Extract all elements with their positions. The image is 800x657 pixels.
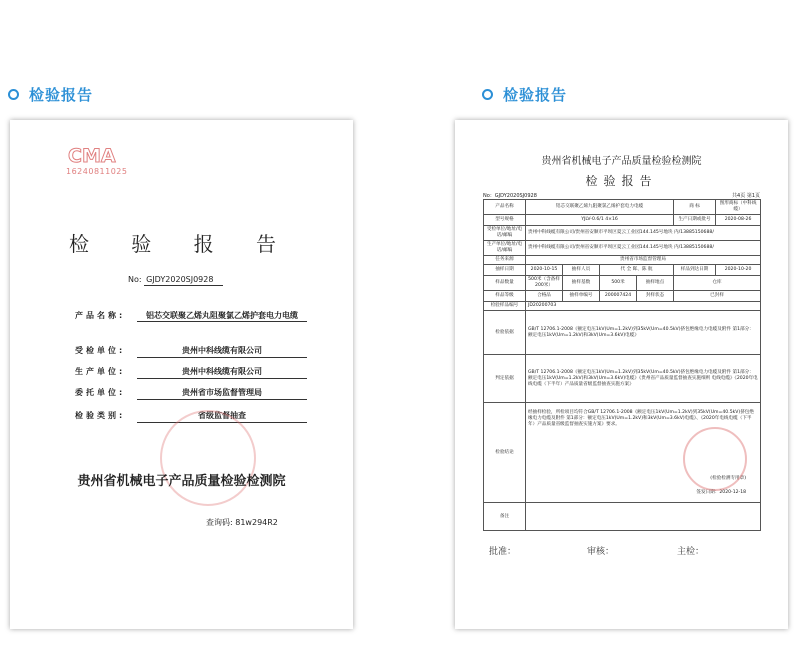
table-cell: 样品数量 bbox=[484, 276, 526, 291]
query-code-label: 查询码: bbox=[206, 518, 233, 527]
report-number-label: No: bbox=[128, 275, 142, 284]
table-cell: 封样状态 bbox=[637, 291, 674, 302]
table-cell: 贵州省市场监督管理局 bbox=[526, 256, 761, 265]
signature-approve: 批准： bbox=[489, 547, 517, 557]
field-value: 贵州中科线缆有限公司 bbox=[137, 366, 307, 379]
table-cell: 型号规格 bbox=[484, 215, 526, 226]
report-no: No：GJDY2020SJ0928 bbox=[483, 193, 537, 199]
red-seal-stamp bbox=[683, 427, 747, 491]
report-number-value: GJDY2020SJ0928 bbox=[144, 275, 223, 286]
field-label: 产品名称: bbox=[75, 311, 126, 320]
report-cover-page bbox=[10, 120, 353, 629]
field-value: 贵州省市场监督管理局 bbox=[137, 387, 307, 400]
report-page-info: 共4页 第1页 bbox=[732, 193, 760, 199]
table-cell: 检验结论 bbox=[484, 403, 526, 503]
table-cell: 200007424 bbox=[600, 291, 637, 302]
cma-logo bbox=[66, 144, 128, 176]
table-cell: 图形商标（中科线缆） bbox=[716, 200, 761, 215]
table-cell: 任务来源 bbox=[484, 256, 526, 265]
field-value: 铝芯交联聚乙烯丸阻聚氯乙烯护套电力电缆 bbox=[137, 310, 307, 322]
issue-date: 签发日期：2020-12-18 bbox=[696, 490, 747, 495]
table-cell: 500米 bbox=[600, 276, 637, 291]
field-client bbox=[75, 387, 262, 398]
report-institute: 贵州省机械电子产品质量检验检测院 bbox=[541, 156, 702, 167]
cma-number: 16240811025 bbox=[66, 167, 128, 176]
right-section-header bbox=[482, 84, 567, 105]
svg-text:CMA: CMA bbox=[68, 145, 116, 166]
field-producer bbox=[75, 366, 262, 377]
table-cell: 受检单位/地址/电话/邮编 bbox=[484, 226, 526, 241]
field-category bbox=[75, 410, 246, 421]
seal-caption: (检验检测专用章) bbox=[710, 476, 747, 481]
table-cell: 检验样品编号 bbox=[484, 302, 526, 311]
field-label: 委托单位: bbox=[75, 388, 126, 397]
right-section-title: 检验报告 bbox=[503, 86, 568, 104]
table-cell: 抽样单编号 bbox=[563, 291, 600, 302]
table-cell: 2020-10-15 bbox=[526, 265, 563, 276]
table-cell: 2020-08-26 bbox=[716, 215, 761, 226]
table-cell: 500米（含备样200米） bbox=[526, 276, 563, 291]
table-cell: 样品到达日期 bbox=[674, 265, 716, 276]
table-cell: 产品名称 bbox=[484, 200, 526, 215]
red-seal-stamp bbox=[160, 410, 256, 506]
cover-institute: 贵州省机械电子产品质量检验检测院 bbox=[77, 474, 286, 489]
field-value: 省级监督抽查 bbox=[137, 410, 307, 423]
field-product bbox=[75, 310, 298, 321]
table-cell: 铝芯交联聚乙烯九阻聚氯乙烯护套电力电缆 bbox=[526, 200, 674, 215]
query-code bbox=[206, 517, 278, 528]
table-cell: GB/T 12706.1-2008《额定电压1kV(Um=1.2kV)到35kV(Um=40.5kV)挤包绝缘电力电缆及附件 第1部分：额定电压1kV(Um=1.2kV)和3kV(Um=3.6kV)电缆》《贵州省产品质量监督抽查实施细则 电线电缆》《2020年电线电缆（下半年）产品质量省级监督抽查实施方案》 bbox=[526, 355, 761, 403]
table-cell: 检验依据 bbox=[484, 311, 526, 355]
table-cell: JD20200703 bbox=[526, 302, 761, 311]
left-section-title: 检验报告 bbox=[29, 86, 94, 104]
table-cell bbox=[526, 503, 761, 531]
table-cell: 生产单位/地址/电话/邮编 bbox=[484, 241, 526, 256]
table-cell: 2020-10-20 bbox=[716, 265, 761, 276]
field-label: 生产单位: bbox=[75, 367, 126, 376]
field-inspected-unit bbox=[75, 345, 262, 356]
table-cell: 贵州中科线缆有限公司/贵州省安顺市平坝区夏云工业园144.145号地块 内/13885150688/ bbox=[526, 226, 761, 241]
cover-title: 检 验 报 告 bbox=[68, 232, 295, 256]
conclusion-text: 经抽样检验，所检项目均符合GB/T 12706.1-2008《额定电压1kV(Um=1.2kV)到35kV(Um=40.5kV)挤包绝缘电力电缆及附件 第1部分：额定电压1kV(Um=1.2kV)和3kV(Um=3.6kV)电缆》、《2020年电线电缆（下半年）产品质量省级监督抽查实施方案》要求。 bbox=[528, 410, 754, 427]
field-value: 贵州中科线缆有限公司 bbox=[137, 345, 307, 358]
table-cell: 抽样地点 bbox=[637, 276, 674, 291]
table-cell: 备注 bbox=[484, 503, 526, 531]
table-cell: 仓库 bbox=[674, 276, 761, 291]
signature-review: 审核： bbox=[587, 547, 615, 557]
query-code-value: 81w294R2 bbox=[235, 518, 278, 527]
table-cell: GB/T 12706.1-2008《额定电压1kV(Um=1.2kV)到35kV(Um=40.5kV)挤包绝缘电力电缆及附件 第1部分：额定电压1kV(Um=1.2kV)和3kV(Um=3.6kV)电缆》 bbox=[526, 311, 761, 355]
table-cell: 抽样日期 bbox=[484, 265, 526, 276]
table-cell: 贵州中科线缆有限公司/贵州省安顺市平坝区夏云工业园144.145号地块 内/13885150688/ bbox=[526, 241, 761, 256]
circle-bullet-icon bbox=[482, 89, 493, 100]
report-detail-page bbox=[455, 120, 788, 629]
table-cell: YJLV-0.6/1 4×16 bbox=[526, 215, 674, 226]
cma-mark-icon bbox=[66, 144, 118, 166]
left-section-header bbox=[8, 84, 93, 105]
table-cell: 商 标 bbox=[674, 200, 716, 215]
report-title: 检验报告 bbox=[585, 174, 658, 188]
table-cell: 样品等级 bbox=[484, 291, 526, 302]
field-label: 检验类别: bbox=[75, 411, 126, 420]
circle-bullet-icon bbox=[8, 89, 19, 100]
signature-inspector: 主检： bbox=[677, 547, 705, 557]
table-cell: 抽样基数 bbox=[563, 276, 600, 291]
table-cell: 代 全 晖、陈 航 bbox=[600, 265, 674, 276]
table-cell: 已封样 bbox=[674, 291, 761, 302]
table-cell: 判定依据 bbox=[484, 355, 526, 403]
report-number bbox=[128, 275, 223, 286]
table-cell: 合格品 bbox=[526, 291, 563, 302]
table-cell: 抽样人员 bbox=[563, 265, 600, 276]
field-label: 受检单位: bbox=[75, 346, 126, 355]
table-cell: 生产日期或批号 bbox=[674, 215, 716, 226]
